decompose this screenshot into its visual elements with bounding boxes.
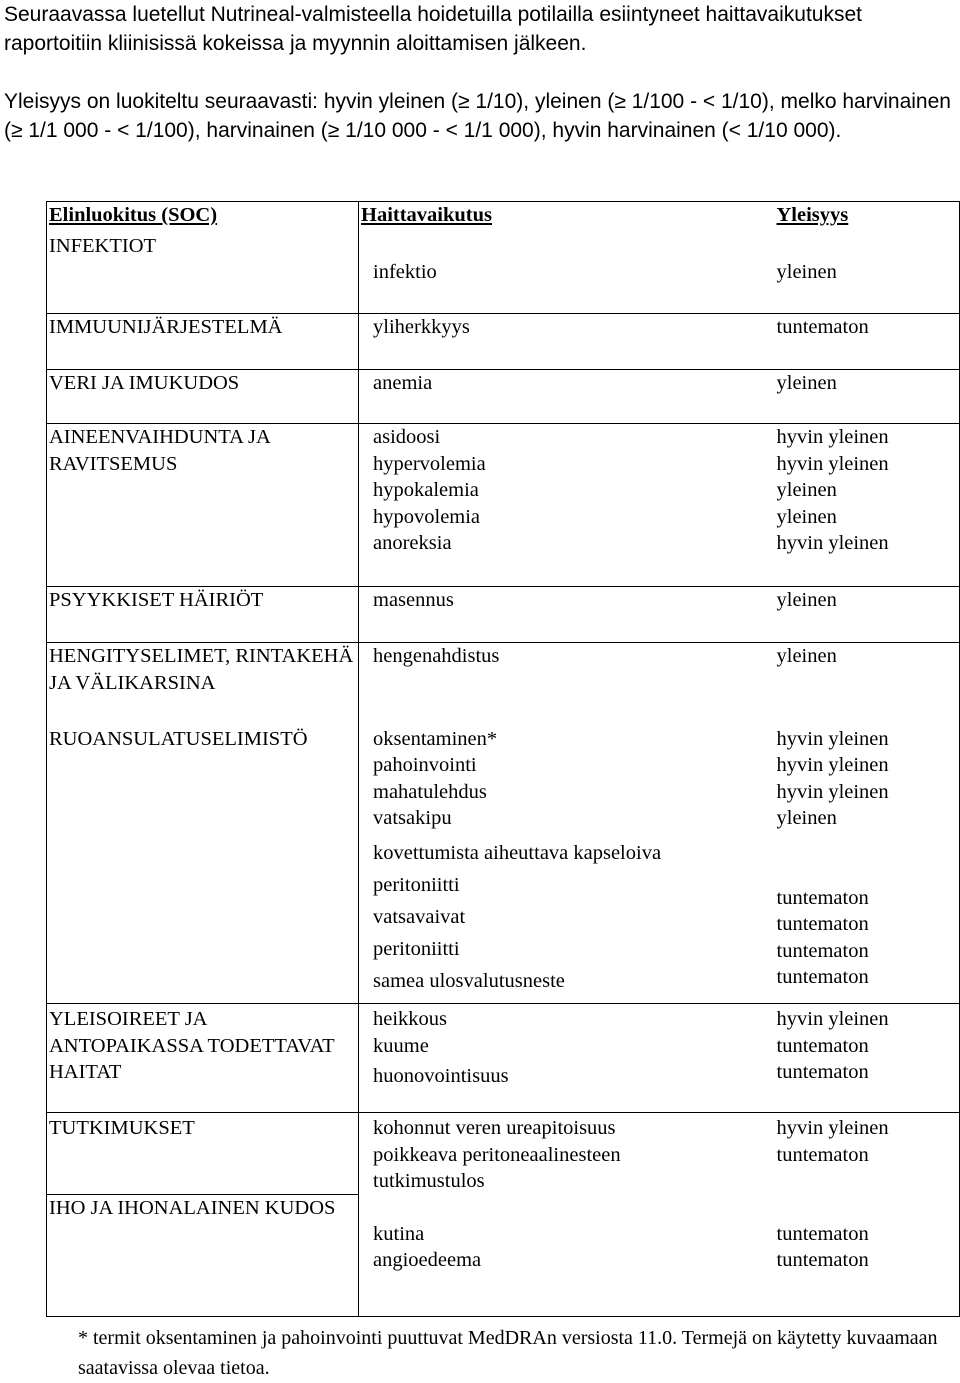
effect-cell: oksentaminen* pahoinvointi mahatulehdus vatsakipu kovettumista aiheuttava kapseloiva peritoniitti vatsavaivat peritoniitti samea ulosvalutusneste (359, 726, 775, 1004)
frequency-cell: yleinen (775, 370, 960, 424)
effect-cell: infektio (359, 233, 775, 314)
table-row (47, 587, 960, 643)
soc-cell: HENGITYSELIMET, RINTAKEHÄ JA VÄLIKARSINA (47, 643, 359, 726)
table-row (47, 1004, 960, 1113)
frequency-cell: yleinen (775, 643, 960, 726)
table-row (47, 370, 960, 424)
frequency-cell: hyvin yleinen tuntematon (775, 1113, 960, 1195)
frequency-cell: hyvin yleinen hyvin yleinen hyvin yleinen yleinen tuntematon tuntematon tuntematon tuntematon (776, 727, 889, 988)
soc-cell: YLEISOIREET JA ANTOPAIKASSA TODETTAVAT HAITAT (47, 1004, 359, 1113)
table-row (47, 1195, 960, 1317)
footnote-text: * termit oksentaminen ja pahoinvointi puuttuvat MedDRAn versiosta 11.0. Termejä on käytetty kuvaamaan saatavissa olevaa tietoa. (78, 1327, 938, 1379)
header-effect: Haittavaikutus (359, 202, 775, 233)
effect-cell: anemia (359, 370, 775, 424)
frequency-cell: tuntematon (775, 314, 960, 370)
header-frequency: Yleisyys (776, 204, 849, 226)
frequency-cell: yleinen (775, 587, 960, 643)
soc-cell: INFEKTIOT (49, 234, 157, 257)
frequency-cell: hyvin yleinen tuntematon tuntematon (775, 1004, 960, 1113)
effect-cell: yliherkkyys (359, 314, 775, 370)
effect-cell: heikkous kuume huonovointisuus (359, 1004, 775, 1113)
table-header-row (47, 202, 960, 233)
effect-cell: masennus (359, 587, 775, 643)
soc-cell: PSYYKKISET HÄIRIÖT (47, 587, 359, 643)
intro-paragraph-1: Seuraavassa luetellut Nutrineal-valmisteella hoidetuilla potilailla esiintyneet haittavaikutukset raportoitiin kliinisissä kokeissa ja myynnin aloittamisen jälkeen. (4, 3, 862, 55)
effect-cell: asidoosi hypervolemia hypokalemia hypovolemia anoreksia (359, 424, 775, 587)
effect-cell: kohonnut veren ureapitoisuus poikkeava peritoneaalinesteen tutkimustulos (359, 1113, 775, 1195)
soc-cell: IMMUUNIJÄRJESTELMÄ (47, 314, 359, 370)
frequency-cell: tuntematon tuntematon (776, 1222, 869, 1271)
soc-cell: AINEENVAIHDUNTA JA RAVITSEMUS (47, 424, 359, 587)
soc-cell: TUTKIMUKSET (47, 1113, 359, 1195)
frequency-cell: yleinen (776, 260, 837, 283)
effect-cell: kutina angioedeema (359, 1195, 775, 1317)
effect-cell: hengenahdistus (359, 643, 775, 726)
adverse-reactions-table (46, 201, 960, 1317)
table-row (47, 1113, 960, 1195)
intro-paragraph-2: Yleisyys on luokiteltu seuraavasti: hyvin yleinen (≥ 1/10), yleinen (≥ 1/100 - < 1/10), melko harvinainen (≥ 1/1 000 - < 1/100), harvinainen (≥ 1/10 000 - < 1/1 000), hyvin harvinainen (< 1/10 000). (4, 90, 951, 142)
frequency-cell: hyvin yleinen hyvin yleinen yleinen yleinen hyvin yleinen (775, 424, 960, 587)
header-soc: Elinluokitus (SOC) (49, 204, 218, 226)
table-row (47, 424, 960, 587)
table-row (47, 314, 960, 370)
table-row (47, 726, 960, 1004)
soc-cell: IHO JA IHONALAINEN KUDOS (47, 1195, 359, 1317)
soc-cell: VERI JA IMUKUDOS (47, 370, 359, 424)
table-row (47, 643, 960, 726)
footnote (46, 1316, 959, 1379)
table-row (47, 233, 960, 314)
soc-cell: RUOANSULATUSELIMISTÖ (49, 727, 308, 750)
